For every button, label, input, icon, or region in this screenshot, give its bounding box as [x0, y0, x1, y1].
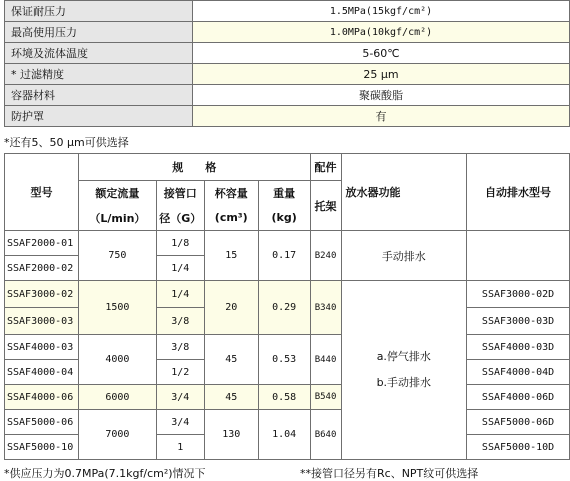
weight-cell: 1.04	[258, 410, 310, 460]
header-model: 型号	[5, 154, 79, 231]
spec-value: 聚碳酸脂	[193, 85, 570, 106]
spec-value: 5-60℃	[193, 43, 570, 64]
model-cell: SSAF3000-03	[5, 308, 79, 335]
table-row	[5, 385, 570, 410]
header-spec-group: 规 格	[78, 154, 310, 181]
spec-value: 1.5MPa(15kgf/cm²)	[193, 1, 570, 22]
model-cell: SSAF2000-01	[5, 231, 79, 256]
bowl-cell: 130	[204, 410, 258, 460]
header-auto-drain: 自动排水型号	[467, 154, 570, 231]
bowl-cell: 45	[204, 335, 258, 385]
header-weight: 重量	[258, 181, 310, 206]
bowl-cell: 20	[204, 281, 258, 335]
spec-value: 有	[193, 106, 570, 127]
header-drain: 放水器功能	[341, 154, 467, 231]
model-cell: SSAF5000-06	[5, 410, 79, 435]
spec-label: 容器材料	[5, 85, 193, 106]
port-cell: 3/4	[156, 410, 204, 435]
weight-cell: 0.29	[258, 281, 310, 335]
bracket-cell: B340	[310, 281, 341, 335]
spec-row	[5, 22, 570, 43]
flow-cell: 4000	[78, 335, 156, 385]
flow-cell: 1500	[78, 281, 156, 335]
table-row	[5, 335, 570, 360]
spec-row	[5, 85, 570, 106]
footnote-pressure: *供应压力为0.7MPa(7.1kgf/cm²)情况下	[4, 467, 206, 480]
bracket-cell: B540	[310, 385, 341, 410]
spec-row	[5, 64, 570, 85]
header-bowl: 杯容量	[204, 181, 258, 206]
auto-drain-cell: SSAF5000-06D	[467, 410, 570, 435]
spec-value: 25 μm	[193, 64, 570, 85]
drain-option-b: b.手动排水	[376, 376, 432, 389]
header-bowl-unit: (cm³)	[204, 206, 258, 231]
header-port: 接管口	[156, 181, 204, 206]
table-row	[5, 281, 570, 308]
spec-label: * 过滤精度	[5, 64, 193, 85]
port-cell: 3/4	[156, 385, 204, 410]
port-cell: 1	[156, 435, 204, 460]
table-row	[5, 410, 570, 435]
header-row	[5, 154, 570, 181]
bowl-cell: 45	[204, 385, 258, 410]
model-cell: SSAF4000-04	[5, 360, 79, 385]
drain-cell: 手动排水	[341, 231, 467, 281]
auto-drain-cell: SSAF4000-06D	[467, 385, 570, 410]
header-accessory: 配件	[310, 154, 341, 181]
spec-label: 环境及流体温度	[5, 43, 193, 64]
filtration-note: *还有5、50 μm可供选择	[4, 136, 129, 149]
model-cell: SSAF4000-06	[5, 385, 79, 410]
model-cell: SSAF2000-02	[5, 256, 79, 281]
port-cell: 1/8	[156, 231, 204, 256]
bracket-cell: B240	[310, 231, 341, 281]
footnote-port: **接管口径另有Rc、NPT纹可供选择	[300, 467, 479, 480]
header-port-unit: 径（G）	[156, 206, 204, 231]
flow-cell: 6000	[78, 385, 156, 410]
auto-drain-cell: SSAF3000-02D	[467, 281, 570, 308]
spec-value: 1.0MPa(10kgf/cm²)	[193, 22, 570, 43]
spec-label: 保证耐压力	[5, 1, 193, 22]
model-table	[4, 153, 570, 460]
model-cell: SSAF5000-10	[5, 435, 79, 460]
port-cell: 3/8	[156, 308, 204, 335]
table-row	[5, 231, 570, 256]
weight-cell: 0.17	[258, 231, 310, 281]
auto-drain-cell	[467, 231, 570, 281]
auto-drain-cell: SSAF5000-10D	[467, 435, 570, 460]
header-flow: 额定流量	[78, 181, 156, 206]
port-cell: 1/2	[156, 360, 204, 385]
flow-cell: 7000	[78, 410, 156, 460]
auto-drain-cell: SSAF4000-04D	[467, 360, 570, 385]
weight-cell: 0.53	[258, 335, 310, 385]
flow-cell: 750	[78, 231, 156, 281]
header-weight-unit: (kg)	[258, 206, 310, 231]
auto-drain-cell: SSAF4000-03D	[467, 335, 570, 360]
bracket-cell: B440	[310, 335, 341, 385]
spec-row	[5, 43, 570, 64]
spec-label: 最高使用压力	[5, 22, 193, 43]
spec-row	[5, 1, 570, 22]
drain-cell-multi	[341, 281, 467, 460]
auto-drain-cell: SSAF3000-03D	[467, 308, 570, 335]
header-bracket: 托架	[310, 181, 341, 231]
spec-row	[5, 106, 570, 127]
port-cell: 1/4	[156, 256, 204, 281]
bracket-cell: B640	[310, 410, 341, 460]
model-cell: SSAF4000-03	[5, 335, 79, 360]
weight-cell: 0.58	[258, 385, 310, 410]
header-flow-unit: （L/min）	[78, 206, 156, 231]
port-cell: 3/8	[156, 335, 204, 360]
bowl-cell: 15	[204, 231, 258, 281]
spec-label: 防护罩	[5, 106, 193, 127]
drain-option-a: a.停气排水	[376, 350, 431, 363]
spec-table	[4, 0, 570, 127]
model-cell: SSAF3000-02	[5, 281, 79, 308]
port-cell: 1/4	[156, 281, 204, 308]
